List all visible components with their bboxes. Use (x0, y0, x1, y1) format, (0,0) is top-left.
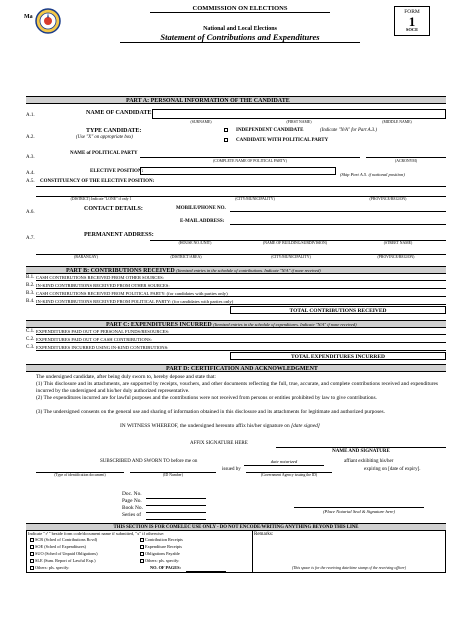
part-d-heading: PART D: CERTIFICATION AND ACKNOWLEDGMENT (26, 364, 446, 372)
series-field[interactable] (146, 519, 206, 520)
subscribed-statement: SUBSCRIBED AND SWORN TO before me on (100, 459, 198, 464)
form-number-box (394, 6, 430, 36)
expiring-label: expiring on [date of expiry]. (364, 467, 421, 472)
position-hint: (Skip Part A.5. if national position) (340, 172, 405, 177)
checkbox-icon (140, 545, 144, 549)
constituency-label: CONSTITUENCY OF THE ELECTIVE POSITION: (40, 179, 155, 184)
constituency-sub-city: (CITY/MUNICIPALITY) (235, 197, 275, 201)
address-sub-province: (PROVINCE/REGION) (377, 255, 415, 259)
certification-intro: The undersigned candidate, after being duly sworn to, hereby depose and state that: (36, 374, 216, 380)
email-field[interactable] (230, 224, 446, 225)
address-sub-street: (STREET NAME) (383, 241, 413, 245)
expenditure-row-c2[interactable]: EXPENDITURES PAID OUT OF CASH CONTRIBUTIONS: (36, 336, 446, 343)
commission-title: COMMISSION ON ELECTIONS (150, 5, 330, 13)
contribution-row-b3[interactable]: CASH CONTRIBUTIONS RECEIVED FROM POLITICAL PARTY: (for candidates with parties only) (36, 290, 446, 297)
part-a-heading: PART A: PERSONAL INFORMATION OF THE CANDIDATE (26, 96, 446, 104)
constituency-sub-district: (DISTRICT) Indicate "LONE" if only 1 (70, 197, 132, 201)
address-label: PERMANENT ADDRESS: (84, 232, 154, 238)
name-label: NAME OF CANDIDATE: (86, 110, 154, 116)
notarial-seal-hint: (Place Notarial Seal & Signature here) (323, 509, 395, 514)
mobile-field[interactable] (230, 211, 446, 212)
constituency-sub-province: (PROVINCE/REGION) (369, 197, 407, 201)
affiant-label: affiant exhibiting his/her (344, 459, 394, 464)
party-name-field[interactable] (140, 157, 360, 158)
notary-seal-field[interactable] (294, 507, 424, 508)
doc-no-label: Doc. No. (122, 491, 142, 497)
certification-p3: (3) The undersigned consents on the general use and sharing of information obtained in this disclosure and its attachments for legitimate and authorized purposes. (36, 409, 386, 415)
comelec-col1-item[interactable]: SUO (Sched of Unpaid Obligations) (30, 552, 98, 557)
row-label-c2: C.2. (26, 337, 35, 342)
total-expenditures: TOTAL EXPENDITURES INCURRED (230, 352, 446, 360)
series-label: Series of (122, 512, 142, 518)
certification-p1: (1) This disclosure and its attachments, are supported by receipts, vouchers, and other documents reflecting the full, true, accurate, and complete contributions received and expenditures incurred by the undersigned and his/her duly authorized representative. (36, 381, 438, 394)
independent-label: INDEPENDENT CANDIDATE (236, 128, 304, 133)
checkbox-icon (30, 566, 34, 570)
form-title: Statement of Contributions and Expenditures (120, 33, 360, 43)
comelec-col2-item[interactable]: Obligations Payable (140, 552, 180, 557)
election-title: National and Local Elections (203, 26, 277, 32)
book-no-label: Book No. (122, 505, 143, 511)
comelec-col2-item[interactable]: Others: pls. specify: (140, 559, 180, 564)
comelec-col1-item[interactable]: SCR (Sched of Contributions Rcvd) (30, 538, 97, 543)
part-b-heading: PART B: CONTRIBUTIONS RECEIVED (Itemized entries in the schedule of contributions. Indicate "N/A" if none received) (26, 266, 446, 274)
indicate-note: Indicate "✓" beside form code/document name if submitted, "x" if otherwise: (28, 531, 165, 536)
checkbox-icon (30, 545, 34, 549)
witness-statement: IN WITNESS WHEREOF, the undersigned hereunto affix his/her signature on [date signed] (120, 423, 320, 429)
part-c-heading: PART C: EXPENDITURES INCURRED (Itemized entries in the schedule of expenditures. Indicate "N/A" if none received) (26, 320, 446, 328)
date-notarized-field[interactable] (244, 465, 324, 466)
row-label-a1: A.1. (26, 113, 35, 118)
id-sub-number: (ID Number) (163, 473, 183, 477)
name-sub-first: (FIRST NAME) (286, 120, 312, 124)
comelec-col1-item[interactable]: SOE (Sched of Expenditures) (30, 545, 86, 550)
address-sub-building: (NAME OF BUILDING/SUBDIVISION) (262, 241, 328, 245)
comelec-seal-icon (35, 8, 61, 34)
row-label-a6: A.6. (26, 210, 35, 215)
type-label: TYPE CANDIDATE: (86, 128, 142, 134)
row-label-a4: A.4. (26, 171, 35, 176)
row-label-a7: A.7. (26, 236, 35, 241)
row-label-a3: A.3. (26, 155, 35, 160)
form-code: SOCE (405, 27, 419, 33)
total-contributions: TOTAL CONTRIBUTIONS RECEIVED (230, 306, 446, 314)
email-label: E-MAIL ADDRESS: (180, 219, 225, 224)
affix-signature-label: AFFIX SIGNATURE HERE (190, 441, 248, 446)
expenditure-row-c1[interactable]: EXPENDITURES PAID OUT OF PERSONAL FUNDS/RESOURCES: (36, 328, 446, 335)
row-label-b2: B.2. (26, 283, 35, 288)
contribution-row-b1[interactable]: CASH CONTRIBUTIONS RECEIVED FROM OTHER SOURCES: (36, 274, 446, 281)
comelec-col2-item[interactable]: Contribution Receipts (140, 538, 183, 543)
comelec-col1-item[interactable]: Others: pls. specify: (30, 566, 70, 571)
number-of-pages-label: NO. OF PAGES: (150, 565, 181, 570)
party-name-label: NAME of POLITICAL PARTY (70, 151, 138, 156)
party-sub-acronym: (ACRONYM) (395, 159, 417, 163)
signature-field[interactable] (276, 447, 446, 448)
party-checkbox[interactable] (224, 138, 228, 142)
address-sub-barangay: (BARANGAY) (74, 255, 98, 259)
doc-no-field[interactable] (146, 498, 206, 499)
name-and-signature-label: NAME AND SIGNATURE (332, 449, 390, 454)
mobile-label: MOBILE/PHONE NO. (176, 206, 226, 211)
address-sub-city: (CITY/MUNICIPALITY) (271, 255, 311, 259)
checkbox-icon (30, 538, 34, 542)
book-no-field[interactable] (146, 512, 206, 513)
name-sub-middle: (MIDDLE NAME) (382, 120, 412, 124)
header-prefix: Ma (24, 14, 33, 20)
checkbox-icon (140, 538, 144, 542)
certification-p2: (2) The expenditures incurred are for lawful purposes and the contributions were not received from persons or entities prohibited by law to give contributions. (36, 395, 377, 401)
position-label: ELECTIVE POSITION: (90, 169, 144, 174)
comelec-col1-item[interactable]: SLE (Sum. Report of Lawful Exp.) (30, 559, 96, 564)
row-label-b3: B.3. (26, 291, 35, 296)
type-hint: (Use "X" on appropriate box) (76, 135, 133, 140)
party-candidate-label: CANDIDATE WITH POLITICAL PARTY (236, 138, 329, 143)
row-label-c1: C.1. (26, 329, 35, 334)
name-field[interactable] (152, 109, 446, 119)
expenditure-row-c3[interactable]: EXPENDITURES INCURRED USING IN-KIND CONTRIBUTIONS: (36, 344, 446, 351)
number-of-pages-field[interactable] (186, 571, 226, 572)
issued-by-label: issued by (222, 467, 241, 472)
row-label-b4: B.4. (26, 299, 35, 304)
form-number: 1 (408, 14, 416, 30)
contribution-row-b4[interactable]: IN-KIND CONTRIBUTIONS RECEIVED FROM POLITICAL PARTY: (for candidates with parties only) (36, 298, 446, 305)
row-label-b1: B.1. (26, 275, 35, 280)
checkbox-icon (30, 552, 34, 556)
form-label: FORM (404, 9, 420, 15)
comelec-divider (252, 531, 253, 573)
row-label-a5: A.5. (26, 179, 35, 184)
date-notarized-hint: date notarized (270, 459, 298, 464)
address-sub-district: (DISTRICT/AREA) (170, 255, 202, 259)
checkbox-icon (30, 559, 34, 563)
comelec-use-heading: THIS SECTION IS FOR COMELEC USE ONLY - DO NOT ENCODE/WRITING ANYTHING BEYOND THIS LINE (26, 523, 446, 531)
party-sub-name: (COMPLETE NAME OF POLITICAL PARTY) (213, 159, 287, 163)
receiving-stamp-note: (This space is for the receiving date/time stamp of the receiving officer) (291, 565, 407, 570)
page-no-label: Page No. (122, 498, 142, 504)
row-label-c3: C.3. (26, 345, 35, 350)
contact-label: CONTACT DETAILS: (84, 206, 143, 212)
comelec-col2-item[interactable]: Expenditure Receipts (140, 545, 182, 550)
remarks-label: Remarks: (254, 532, 274, 537)
page-no-field[interactable] (146, 505, 206, 506)
checkbox-icon (140, 559, 144, 563)
position-field[interactable] (140, 167, 336, 175)
address-sub-house: (HOUSE NO./UNIT) (178, 241, 212, 245)
id-sub-agency: (Government Agency issuing the ID) (260, 473, 318, 477)
independent-hint: (Indicate "N/A" for Part A.3.) (320, 128, 377, 133)
row-label-a2: A.2. (26, 135, 35, 140)
independent-checkbox[interactable] (224, 128, 228, 132)
party-acronym-field[interactable] (366, 157, 446, 158)
contribution-row-b2[interactable]: IN-KIND CONTRIBUTIONS RECEIVED FROM OTHER SOURCES: (36, 282, 446, 289)
checkbox-icon (140, 552, 144, 556)
name-sub-surname: (SURNAME) (190, 120, 212, 124)
id-sub-type: (Type of identification document) (54, 473, 106, 477)
